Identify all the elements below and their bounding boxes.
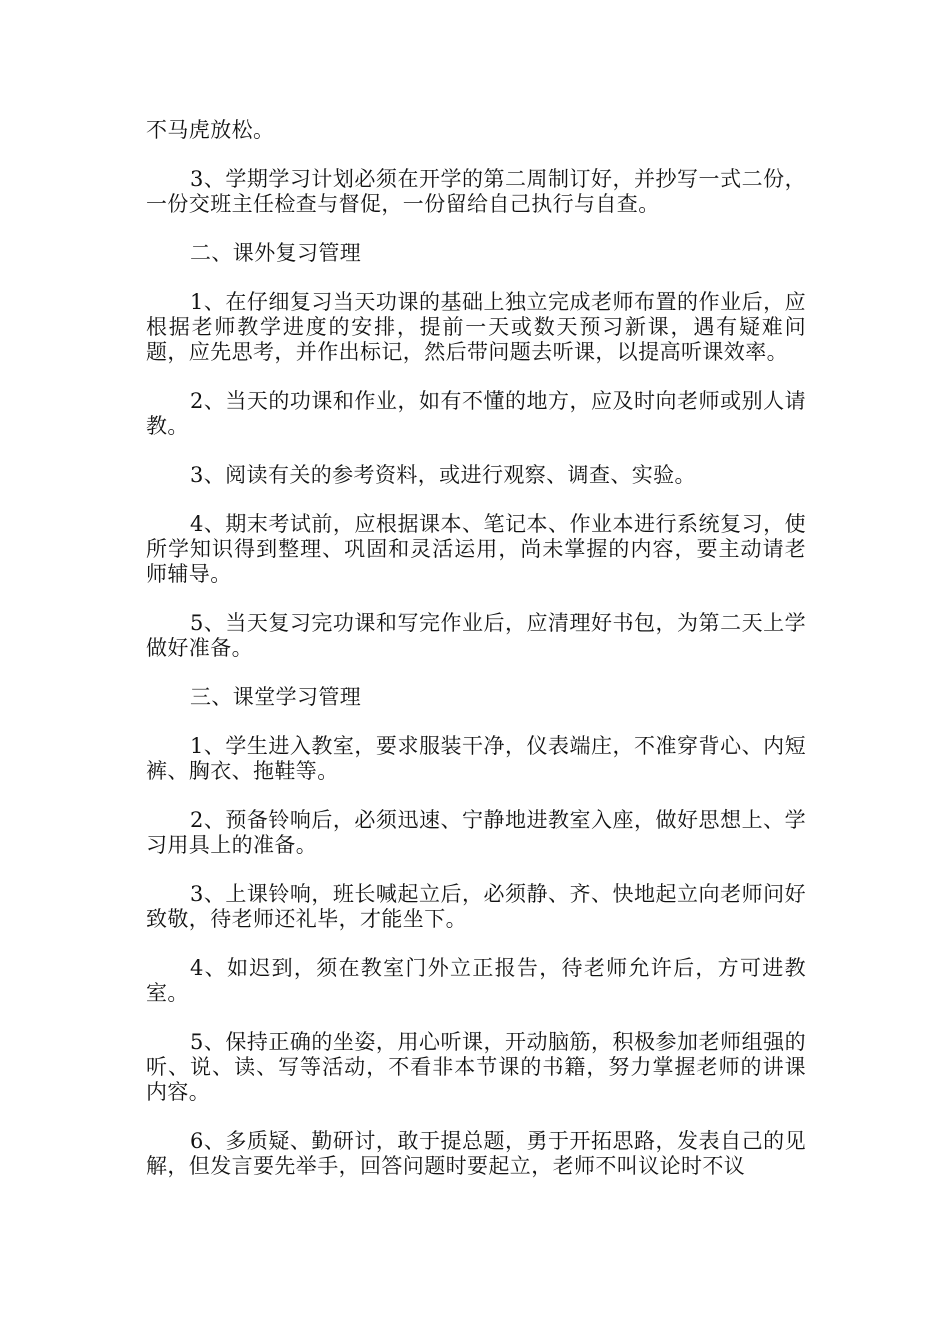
paragraph-classroom-2: 2、预备铃响后，必须迅速、宁静地进教室入座，做好思想上、学习用具上的准备。 <box>146 808 806 857</box>
paragraph-review-3: 3、阅读有关的参考资料，或进行观察、调查、实验。 <box>190 463 696 487</box>
paragraph-review-5: 5、当天复习完功课和写完作业后，应清理好书包，为第二天上学做好准备。 <box>146 611 806 660</box>
paragraph-classroom-3: 3、上课铃响，班长喊起立后，必须静、齐、快地起立向老师问好致敬，待老师还礼毕，才能坐下。 <box>146 882 806 931</box>
section-heading-classroom: 三、课堂学习管理 <box>190 685 362 709</box>
paragraph-review-1: 1、在仔细复习当天功课的基础上独立完成老师布置的作业后，应根据老师教学进度的安排，提前一天或数天预习新课，遇有疑难问题，应先思考，并作出标记，然后带问题去听课，以提高听课效率。 <box>146 290 806 364</box>
document-page <box>146 118 806 1203</box>
section-heading-review: 二、课外复习管理 <box>190 241 362 265</box>
paragraph-continuation: 不马虎放松。 <box>146 118 275 142</box>
paragraph-review-4: 4、期末考试前，应根据课本、笔记本、作业本进行系统复习，使所学知识得到整理、巩固和灵活运用，尚未掌握的内容，要主动请老师辅导。 <box>146 512 806 586</box>
paragraph-classroom-6: 6、多质疑、勤研讨，敢于提总题，勇于开拓思路，发表自己的见解，但发言要先举手，回答问题时要起立，老师不叫议论时不议 <box>146 1129 806 1178</box>
paragraph-classroom-5: 5、保持正确的坐姿，用心听课，开动脑筋，积极参加老师组强的听、说、读、写等活动，不看非本节课的书籍，努力掌握老师的讲课内容。 <box>146 1030 806 1104</box>
paragraph-study-plan: 3、学期学习计划必须在开学的第二周制订好，并抄写一式二份，一份交班主任检查与督促，一份留给自己执行与自查。 <box>146 167 806 216</box>
paragraph-review-2: 2、当天的功课和作业，如有不懂的地方，应及时向老师或别人请教。 <box>146 389 806 438</box>
paragraph-classroom-1: 1、学生进入教室，要求服装干净，仪表端庄，不准穿背心、内短裤、胸衣、拖鞋等。 <box>146 734 806 783</box>
paragraph-classroom-4: 4、如迟到，须在教室门外立正报告，待老师允许后，方可进教室。 <box>146 956 806 1005</box>
